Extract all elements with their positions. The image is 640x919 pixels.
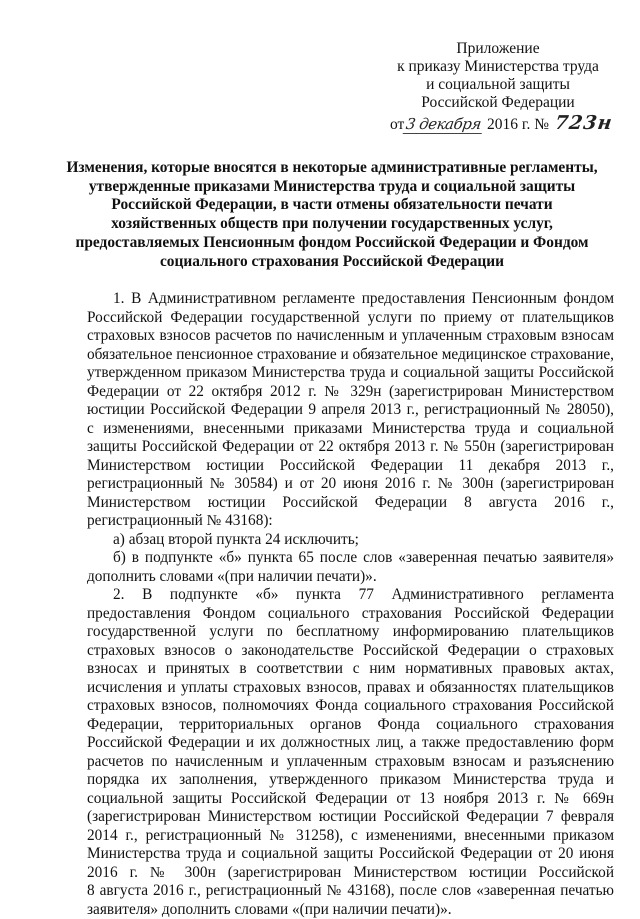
paragraph-1-line: Министерством юстиции Российской Федерации 11 декабря 2013 г., bbox=[87, 457, 614, 476]
paragraph-1-line: 1. В Административном регламенте предоставления Пенсионным фондом bbox=[87, 290, 614, 309]
paragraph-2-line: страховых взносов о законодательстве Российской Федерации о страховых bbox=[87, 642, 614, 661]
document-body bbox=[87, 290, 614, 919]
paragraph-2-line: 2. В подпункте «б» пункта 77 Административного регламента bbox=[87, 586, 614, 605]
paragraph-2-line: Российской Федерации и их должностных лиц, а также предоставлению форм bbox=[87, 734, 614, 753]
paragraph-1-line: юстиции Российской Федерации 9 апреля 2013 г., регистрационный № 28050), bbox=[87, 401, 614, 420]
paragraph-1-line: утвержденном приказом Министерства труда и социальной защиты Российской bbox=[87, 364, 614, 383]
paragraph-1-line: Российской Федерации государственной услуги по приему от плательщиков bbox=[87, 309, 614, 328]
title-line: предоставляемых Пенсионным фондом Российской Федерации и Фондом bbox=[62, 234, 602, 253]
paragraph-2-line: социальной защиты Российской Федерации от 13 ноября 2013 г. № 669н bbox=[87, 790, 614, 809]
order-year: 2016 г. № bbox=[487, 116, 549, 133]
date-prefix: от bbox=[390, 116, 404, 133]
title-line: Изменения, которые вносятся в некоторые административные регламенты, bbox=[62, 159, 602, 178]
paragraph-2-line: государственной услуги по бесплатному информированию плательщиков bbox=[87, 623, 614, 642]
appendix-header bbox=[372, 40, 624, 134]
title-line: утвержденные приказами Министерства труда и социальной защиты bbox=[62, 178, 602, 197]
paragraph-2-line: предоставления Фондом социального страхования Российской Федерации bbox=[87, 605, 614, 624]
paragraph-2-line: страховых взносов, полномочиях Фонда социального страхования Российской bbox=[87, 697, 614, 716]
handwritten-order-number: 723н bbox=[554, 114, 614, 132]
paragraph-2-line: 2014 г., регистрационный № 31258), с изменениями, внесенными приказом bbox=[87, 827, 614, 846]
paragraph-2-line: Министерства труда и социальной защиты Российской Федерации от 20 июня bbox=[87, 845, 614, 864]
paragraph-1-line: регистрационный № 30584) и от 20 июня 2016 г. № 300н (зарегистрирован bbox=[87, 475, 614, 494]
title-line: социального страхования Российской Федерации bbox=[62, 253, 602, 272]
order-date-line bbox=[372, 114, 624, 134]
title-line: хозяйственных обществ при получении государственных услуг, bbox=[62, 215, 602, 234]
paragraph-1-line: страховых взносов расчетов по начисленным и уплаченным страховым взносам bbox=[87, 327, 614, 346]
paragraph-1-line: обязательное пенсионное страхование и обязательное медицинское страхование, bbox=[87, 346, 614, 365]
paragraph-1-line: Министерством юстиции Российской Федерации 8 августа 2016 г., bbox=[87, 494, 614, 513]
document-title bbox=[62, 159, 602, 271]
paragraph-2-line: Федерации, территориальных органов Фонда социального страхования bbox=[87, 716, 614, 735]
paragraph-2-line: 8 августа 2016 г., регистрационный № 43168), после слов «заверенная печатью bbox=[87, 882, 614, 901]
paragraph-1-line: Федерации от 22 октября 2012 г. № 329н (зарегистрирован Министерством bbox=[87, 383, 614, 402]
title-line: Российской Федерации, в части отмены обязательности печати bbox=[62, 196, 602, 215]
paragraph-2-line: порядка их заполнения, утвержденного приказом Министерства труда и bbox=[87, 771, 614, 790]
paragraph-2-line: исчисления и уплаты страховых взносов, правах и обязанностях плательщиков bbox=[87, 679, 614, 698]
appendix-federation-line: Российской Федерации bbox=[372, 94, 624, 112]
subitem-b: б) в подпункте «б» пункта 65 после слов «заверенная печатью заявителя» bbox=[87, 549, 614, 568]
paragraph-2-line: расчетов по начисленным и уплаченным страховым взносам и разъяснению bbox=[87, 753, 614, 772]
appendix-ministry-line: и социальной защиты bbox=[372, 76, 624, 94]
paragraph-1-line: защиты Российской Федерации от 22 октября 2013 г. № 550н (зарегистрирован bbox=[87, 438, 614, 457]
paragraph-2-line: заявителя» дополнить словами «(при наличии печати)». bbox=[87, 901, 614, 919]
subitem-a: а) абзац второй пункта 24 исключить; bbox=[87, 531, 614, 550]
paragraph-2-line: 2016 г. № 300н (зарегистрирован Министерством юстиции Российской bbox=[87, 864, 614, 883]
subitem-b-continued: дополнить словами «(при наличии печати)». bbox=[87, 568, 614, 587]
paragraph-1-line: с изменениями, внесенными приказами Министерства труда и социальной bbox=[87, 420, 614, 439]
appendix-order-ref: к приказу Министерства труда bbox=[372, 58, 624, 76]
paragraph-2-line: (зарегистрирован Министерством юстиции Российской Федерации 7 февраля bbox=[87, 808, 614, 827]
paragraph-2-line: взносах и принятых в соответствии с ним нормативных правовых актах, bbox=[87, 660, 614, 679]
appendix-label: Приложение bbox=[372, 40, 624, 58]
handwritten-date: 3 декабря bbox=[403, 115, 484, 134]
paragraph-1-line: регистрационный № 43168): bbox=[87, 512, 614, 531]
